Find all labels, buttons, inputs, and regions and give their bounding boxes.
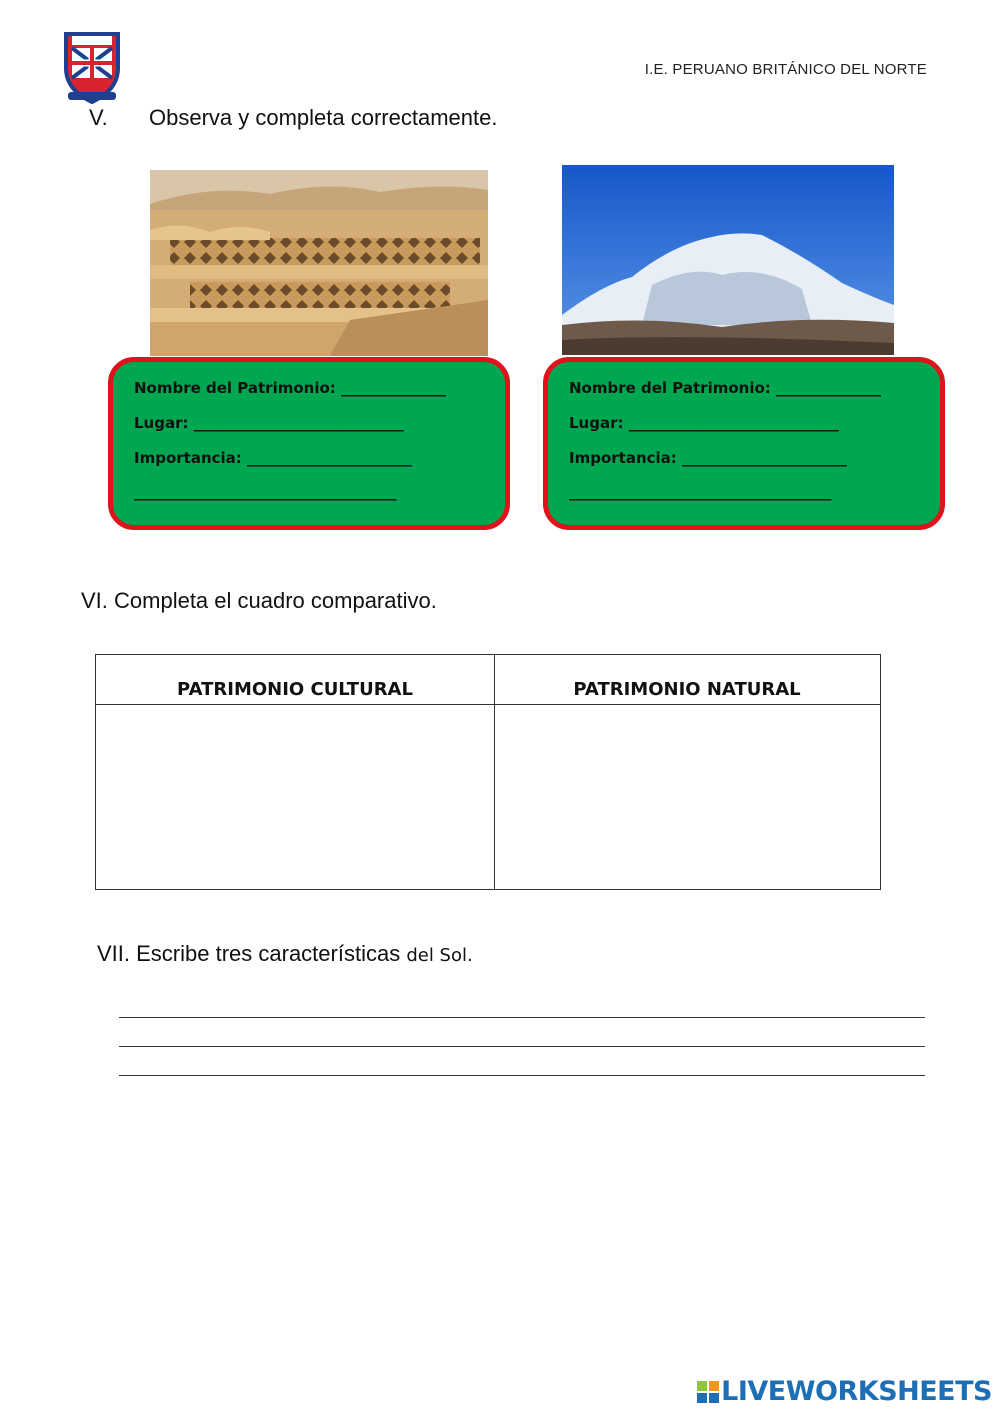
heritage-extra-line[interactable]: ___________________________________ — [134, 483, 397, 501]
huascaran-mountain-photo — [562, 165, 894, 355]
table-cell-natural[interactable] — [495, 705, 880, 889]
liveworksheets-brand — [697, 1376, 992, 1407]
heritage-extra-line[interactable]: ___________________________________ — [569, 483, 832, 501]
section-5-number: V. — [89, 105, 108, 130]
heritage-place-field[interactable]: Lugar: ____________________________ — [569, 414, 839, 432]
liveworksheets-brand-text: LIVEWORKSHEETS — [721, 1376, 992, 1407]
answer-line-3[interactable] — [119, 1075, 925, 1076]
comparison-table — [95, 654, 881, 890]
section-7-heading — [97, 941, 473, 967]
section-5-instruction: Observa y completa correctamente. — [149, 105, 498, 130]
answer-line-1[interactable] — [119, 1017, 925, 1018]
table-header-natural: PATRIMONIO NATURAL — [573, 679, 801, 700]
section-5-heading — [89, 105, 497, 131]
table-header-cultural: PATRIMONIO CULTURAL — [177, 679, 413, 700]
heritage-card-natural — [543, 357, 945, 530]
chan-chan-ruins-photo — [150, 170, 488, 356]
heritage-name-field[interactable]: Nombre del Patrimonio: ______________ — [569, 379, 881, 397]
heritage-card-cultural — [108, 357, 510, 530]
section-7-instruction-tail: del Sol. — [406, 945, 473, 966]
school-name: I.E. PERUANO BRITÁNICO DEL NORTE — [644, 61, 927, 78]
table-cell-cultural[interactable] — [96, 705, 493, 889]
section-6-heading: VI. Completa el cuadro comparativo. — [81, 588, 437, 613]
heritage-place-field[interactable]: Lugar: ____________________________ — [134, 414, 404, 432]
heritage-name-field[interactable]: Nombre del Patrimonio: ______________ — [134, 379, 446, 397]
liveworksheets-logo-icon — [697, 1381, 719, 1403]
heritage-importance-field[interactable]: Importancia: ______________________ — [569, 449, 847, 467]
answer-line-2[interactable] — [119, 1046, 925, 1047]
school-crest-logo — [62, 30, 122, 106]
section-7-instruction: VII. Escribe tres características — [97, 941, 407, 966]
heritage-importance-field[interactable]: Importancia: ______________________ — [134, 449, 412, 467]
